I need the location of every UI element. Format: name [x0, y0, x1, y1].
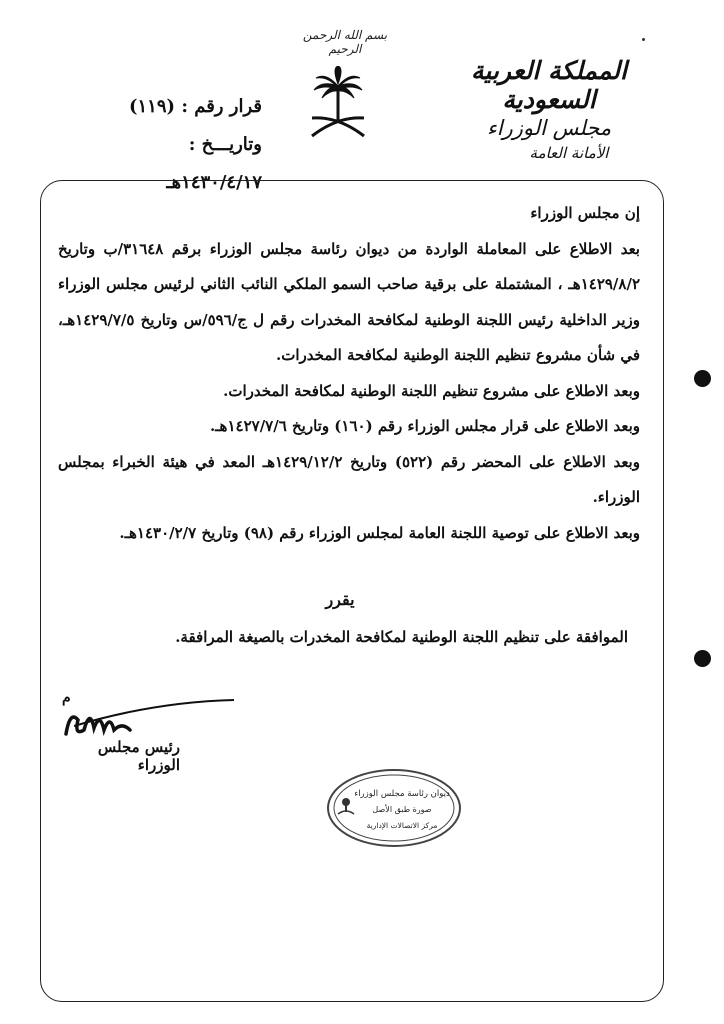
resolves-heading: يقرر [325, 590, 355, 609]
approval-text: الموافقة على تنظيم اللجنة الوطنية لمكافحة المخدرات بالصيغة المرافقة. [175, 628, 628, 646]
letterhead [434, 56, 664, 162]
official-stamp [326, 768, 462, 848]
signatory-title: رئيس مجلس الوزراء [97, 738, 180, 774]
stamp-line: صورة طبق الأصل [372, 805, 432, 814]
paragraph: وبعد الاطلاع على المحضر رقم (٥٢٢) وتاريخ ١٤٢٩/١٢/٢هـ المعد في هيئة الخبراء بمجلس الوزراء. [58, 452, 640, 506]
paragraph: وبعد الاطلاع على مشروع تنظيم اللجنة الوطنية لمكافحة المخدرات. [223, 381, 640, 400]
decision-number: قرار رقم : (١١٩) [128, 96, 262, 117]
salutation: إن مجلس الوزراء [530, 204, 640, 222]
stamp-line: مركز الاتصالات الإدارية [366, 821, 438, 830]
kingdom-name: المملكة العربية السعودية [471, 56, 627, 114]
decision-date: وتاريـــخ : ١٤٣٠/٤/١٧هـ [166, 134, 262, 193]
council-name: مجلس الوزراء [486, 116, 612, 140]
punch-hole [694, 370, 711, 387]
stamp-line: ديوان رئاسة مجلس الوزراء [354, 789, 450, 799]
basmala: بسم الله الرحمن الرحيم [302, 28, 388, 56]
punch-hole [694, 650, 711, 667]
paragraph: وبعد الاطلاع على قرار مجلس الوزراء رقم (١٦٠) وتاريخ ١٤٢٧/٧/٦هـ. [209, 417, 640, 435]
saudi-emblem-icon [308, 66, 368, 142]
secretariat-name: الأمانة العامة [529, 144, 609, 162]
paragraph: وبعد الاطلاع على توصية اللجنة العامة لمجلس الوزراء رقم (٩٨) وتاريخ ١٤٣٠/٢/٧هـ. [119, 523, 640, 542]
paragraph: بعد الاطلاع على المعاملة الواردة من ديوان رئاسة مجلس الوزراء برقم ٣١٦٤٨/ب وتاريخ ١٤٢٩/٨/٢هـ ، المشتملة على برقية صاحب السمو الملكي النائب الثاني لرئيس مجلس الوزراء وزير الداخلية رئيس اللجنة الوطنية لمكافحة المخدرات رقم ل ج/٥٩٦/س وتاريخ ١٤٢٩/٧/٥هـ، في شأن مشروع تنظيم اللجنة الوطنية لمكافحة المخدرات. [58, 239, 641, 364]
signature-mark: م [62, 690, 71, 706]
speck [642, 38, 645, 41]
document-body [58, 196, 640, 551]
